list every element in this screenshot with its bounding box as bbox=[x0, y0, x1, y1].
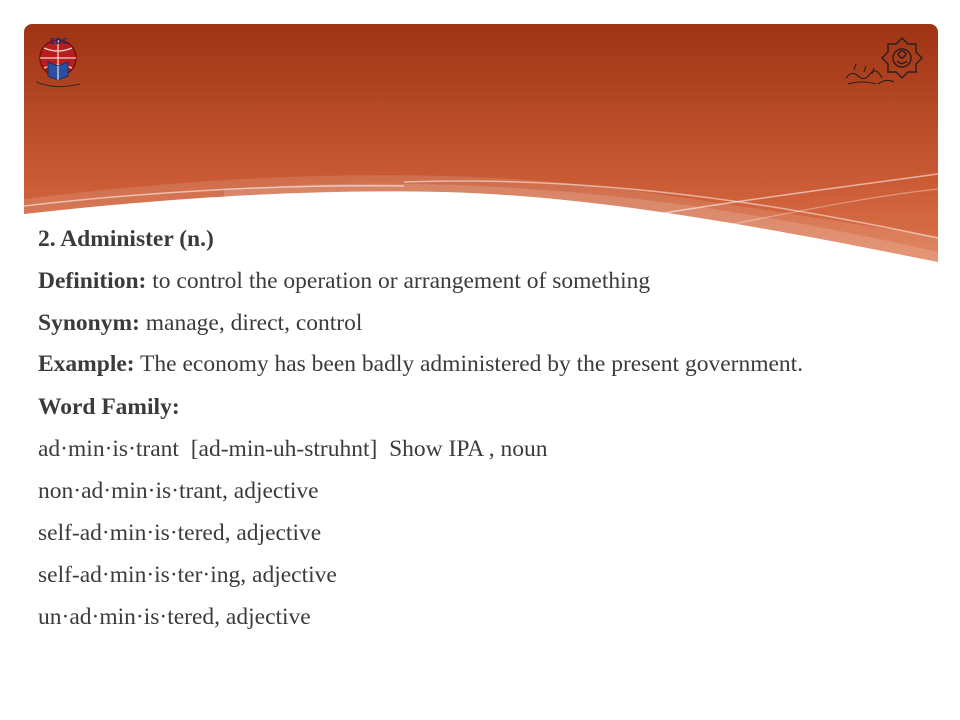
university-emblem-logo bbox=[842, 34, 934, 90]
svg-text:EDC: EDC bbox=[50, 37, 68, 46]
word-family-item: ad·min·is·trant [ad-min-uh-struhnt] Show IPA , noun bbox=[38, 436, 548, 462]
word-family-label: Word Family: bbox=[38, 394, 180, 420]
globe-book-logo bbox=[30, 32, 86, 92]
example-line bbox=[38, 344, 924, 386]
word-family-item: un·ad·min·is·tered, adjective bbox=[38, 604, 311, 630]
definition-line bbox=[38, 260, 924, 302]
synonym-line bbox=[38, 302, 924, 344]
example-text: The economy has been badly administered by the present government. bbox=[134, 351, 804, 377]
synonym-text: manage, direct, control bbox=[139, 310, 363, 336]
slide-content bbox=[38, 218, 924, 638]
entry-heading: 2. Administer (n.) bbox=[38, 226, 214, 252]
definition-label: Definition: bbox=[38, 268, 147, 294]
word-family-item: self-ad·min·is·tered, adjective bbox=[38, 520, 322, 546]
synonym-label: Synonym: bbox=[38, 310, 140, 336]
word-family-item: self-ad·min·is·ter·ing, adjective bbox=[38, 562, 337, 588]
word-family-item: non·ad·min·is·trant, adjective bbox=[38, 478, 319, 504]
definition-text: to control the operation or arrangement of something bbox=[146, 268, 651, 294]
example-label: Example: bbox=[38, 351, 135, 377]
